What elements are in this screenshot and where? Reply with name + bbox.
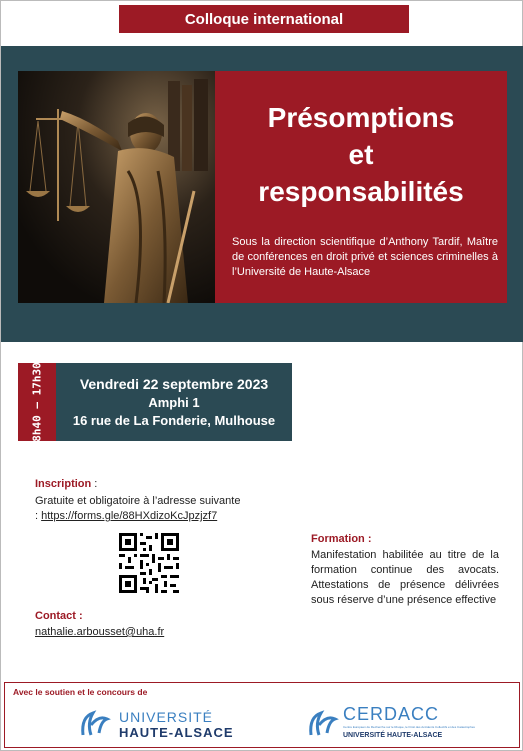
cerdacc-logo xyxy=(307,703,477,741)
title-line-2: et xyxy=(348,139,374,170)
cerdacc-logo-name: CERDACC xyxy=(343,704,440,724)
justice-statue-illustration xyxy=(18,71,215,303)
scientific-direction: Sous la direction scientifique d’Anthony Tardif, Maître de conférences en droit privé et sciences criminelles à l’Université de Haute-Alsace xyxy=(232,236,498,278)
title-line-3: responsabilités xyxy=(258,176,464,207)
inscription-link-line xyxy=(35,509,285,524)
uha-logo-line2: HAUTE-ALSACE xyxy=(119,725,234,740)
justice-statue-photo xyxy=(18,71,215,303)
inscription-heading xyxy=(35,478,97,490)
sponsors-box xyxy=(4,682,520,748)
uha-logo xyxy=(77,705,247,741)
inscription-label: Inscription xyxy=(35,478,92,490)
formation-label: Formation : xyxy=(311,533,372,545)
uha-logo-line1: UNIVERSITÉ xyxy=(119,709,214,725)
uha-logo-graphic xyxy=(77,705,247,741)
event-room: Amphi 1 xyxy=(148,395,200,410)
inscription-link-prefix: : xyxy=(35,510,42,522)
sponsors-label: Avec le soutien et le concours de xyxy=(13,687,148,697)
top-banner: Colloque international xyxy=(119,5,409,33)
event-title xyxy=(215,99,507,210)
contact-label: Contact : xyxy=(35,610,83,622)
cerdacc-logo-uni: UNIVERSITÉ HAUTE-ALSACE xyxy=(343,732,443,739)
event-info-box xyxy=(56,363,292,441)
event-address: 16 rue de La Fonderie, Mulhouse xyxy=(72,413,276,428)
cerdacc-logo-sub: Centre Européen de Recherche sur le Risque, le Droit des Accidents Collectifs et des Catastrophes xyxy=(343,725,475,729)
formation-text: Manifestation habilitée au titre de la formation continue des avocats. Attestations de présence délivrées sous réserve d’une présence effective xyxy=(311,549,499,606)
inscription-colon: : xyxy=(91,478,98,490)
contact-email[interactable]: nathalie.arbousset@uha.fr xyxy=(35,626,165,638)
inscription-body xyxy=(35,494,285,524)
qr-code-graphic xyxy=(119,533,179,593)
cerdacc-logo-graphic xyxy=(307,703,477,741)
registration-link[interactable]: https://forms.gle/88HXdizoKcJpzjzf7 xyxy=(41,510,218,522)
qr-code xyxy=(119,533,179,593)
event-date: Vendredi 22 septembre 2023 xyxy=(79,376,269,392)
event-time: 8h40 – 17h30 xyxy=(30,362,44,442)
inscription-text: Gratuite et obligatoire à l’adresse suivante xyxy=(35,495,241,507)
title-line-1: Présomptions xyxy=(267,102,455,133)
title-panel xyxy=(215,71,507,303)
